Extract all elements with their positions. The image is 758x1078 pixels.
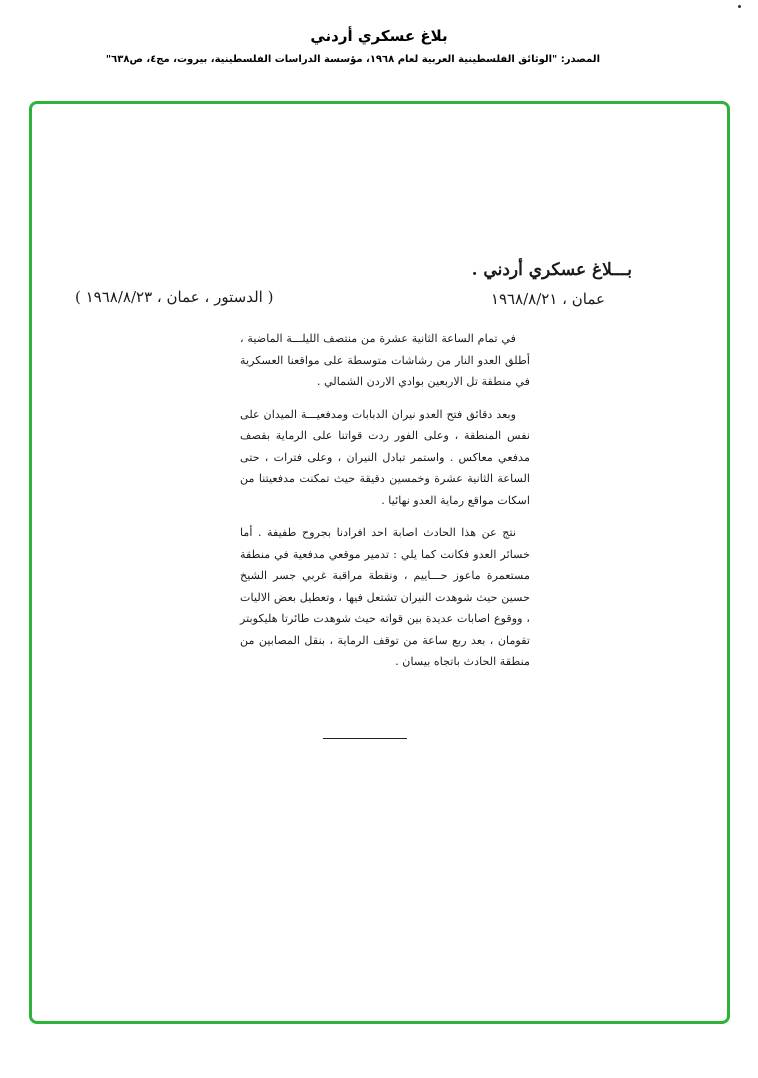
document-title: بـــلاغ عسكري أردني . xyxy=(471,260,632,280)
document-body xyxy=(240,328,530,684)
body-paragraph: في تمام الساعة الثانية عشرة من منتصف الليلـــة الماضية ، أطلق العدو النار من رشاشات متوسطة على مواقعنا العسكرية في منطقة تل الاربعين بوادي الاردن الشمالي . xyxy=(240,332,530,388)
document-source-reference: ( الدستور ، عمان ، ١٩٦٨/٨/٢٣ ) xyxy=(75,288,274,306)
corner-mark xyxy=(738,5,741,8)
body-paragraph: نتج عن هذا الحادث اصابة احد افرادنا بجروح طفيفة . أما خسائر العدو فكانت كما يلي : تدمير موقعي مدفعية في منطقة مستعمرة ماعوز حـــاييم ، ونقطة مراقبة غربي جسر الشيخ حسين حيث شوهدت النيران تشتعل فيها ، وتعطيل بعض الاليات ، ووقوع اصابات عديدة بين قواته حيث شوهدت طائرتا هليكوبتر تقومان ، بعد ربع ساعة من توقف الرماية ، بنقل المصابين من منطقة الحادث باتجاه بيسان . xyxy=(240,526,530,668)
end-divider xyxy=(323,738,407,739)
body-paragraph: وبعد دقائق فتح العدو نيران الدبابات ومدفعيـــة الميدان على نفس المنطقة ، وعلى الفور ردت قواتنا على الرماية بقصف مدفعي معاكس . واستمر تبادل النيران ، وعلى فترات ، حتى الساعة الثانية عشرة وخمسين دقيقة حيث تمكنت مدفعيتنا من اسكات مواقع رماية العدو نهائيا . xyxy=(240,407,530,507)
source-citation: المصدر: "الوثائق الفلسطينية العربية لعام ١٩٦٨، مؤسسة الدراسات الفلسطينية، بيروت، مج٤، ص٦٣٨" xyxy=(105,54,600,65)
page-title: بلاغ عسكري أردني xyxy=(310,27,448,45)
document-place-date: عمان ، ١٩٦٨/٨/٢١ xyxy=(490,290,605,308)
